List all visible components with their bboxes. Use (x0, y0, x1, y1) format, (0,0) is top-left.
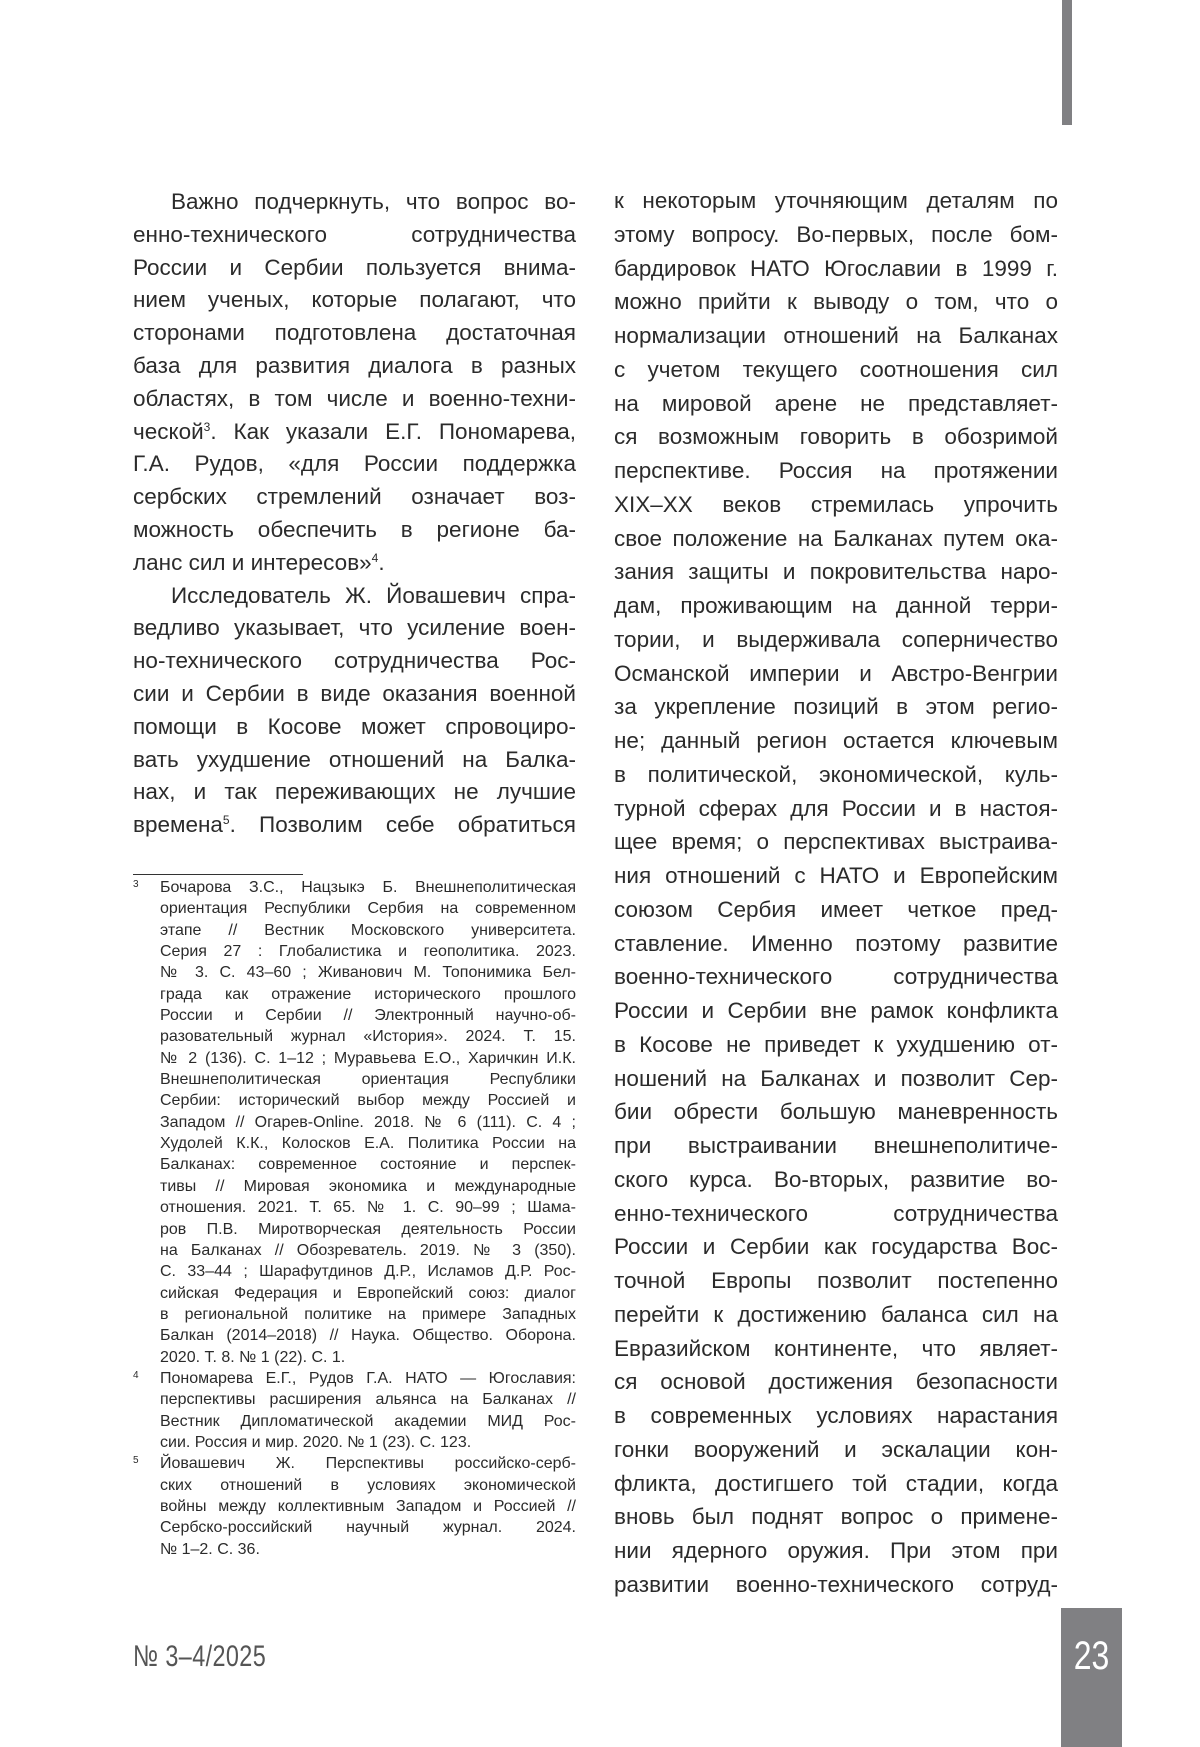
line-text: Евразийском континенте, что являет- (614, 1336, 1058, 1361)
text-line (614, 454, 1058, 488)
line-text: не; данный регион остается ключевым (614, 728, 1058, 753)
text-line (614, 690, 1058, 724)
footnote-line: Серия 27 : Глобалистика и геополитика. 2023. (160, 941, 576, 962)
text-line (614, 893, 1058, 927)
text-line (614, 387, 1058, 421)
footnote-line: отношения. 2021. Т. 65. № 1. С. 90–99 ; Шама- (160, 1197, 576, 1218)
footnote-line: войны между коллективным Западом и Россией // (160, 1496, 576, 1517)
text-line (133, 448, 576, 481)
line-text: база для развития диалога в разных (133, 353, 576, 378)
line-text: можность обеспечить в регионе ба- (133, 517, 576, 542)
text-line (614, 589, 1058, 623)
line-text: фликта, достигшего той стадии, когда (614, 1471, 1058, 1496)
text-line (133, 350, 576, 383)
decorative-top-bar (1062, 0, 1072, 125)
line-text: гонки вооружений и эскалации кон- (614, 1437, 1058, 1462)
footnote-line: Пономарева Е.Г., Рудов Г.А. НАТО — Югославия: (160, 1368, 576, 1389)
line-text: вновь был поднят вопрос о примене- (614, 1504, 1058, 1529)
text-line (133, 383, 576, 416)
text-line (614, 1332, 1058, 1366)
footnote-line: сии. Россия и мир. 2020. № 1 (23). С. 123. (160, 1432, 576, 1453)
text-line (133, 416, 576, 449)
footnote-line: № 1–2. С. 36. (160, 1539, 576, 1560)
text-line (133, 317, 576, 350)
page-number: 23 (1067, 1634, 1116, 1679)
footnote-line: ских отношений в условиях экономической (160, 1475, 576, 1496)
footnotes (133, 877, 576, 1560)
text-line (614, 758, 1058, 792)
text-line (133, 678, 576, 711)
footnote-separator (133, 874, 303, 875)
text-line (614, 927, 1058, 961)
footnote-line: Западом // Огарев-Online. 2018. № 6 (111). С. 4 ; (160, 1112, 576, 1133)
line-text: ношений на Балканах и позволит Сер- (614, 1066, 1058, 1091)
text-line (133, 580, 576, 613)
line-text: этому вопросу. Во-первых, после бом- (614, 222, 1058, 247)
line-text: бардировок НАТО Югославии в 1999 г. (614, 256, 1058, 281)
line-text: ся основой достижения безопасности (614, 1369, 1058, 1394)
text-line (133, 219, 576, 252)
footnote-line: на Балканах // Обозреватель. 2019. № 3 (350). (160, 1240, 576, 1261)
line-text: бии обрести большую маневренность (614, 1099, 1058, 1124)
line-text: . Позволим себе обратиться (230, 812, 576, 837)
footnote-line: этапе // Вестник Московского университета. (160, 920, 576, 941)
line-text: тории, и выдерживала соперничество (614, 627, 1058, 652)
line-text: зания защиты и покровительства наро- (614, 559, 1058, 584)
text-line (614, 623, 1058, 657)
text-line (614, 285, 1058, 319)
right-column-body (614, 184, 1058, 1602)
line-text: . Как указали Е.Г. Пономарева, (210, 419, 576, 444)
line-text: в Косове не приведет к ухудшению от- (614, 1032, 1058, 1057)
text-line (133, 252, 576, 285)
footnote-line: Балканах: современное состояние и перспек- (160, 1154, 576, 1175)
line-text: дам, проживающим на данной терри- (614, 593, 1058, 618)
line-text: развитии военно-технического сотруд- (614, 1572, 1058, 1597)
line-text: Важно подчеркнуть, что вопрос во- (171, 189, 576, 214)
text-line (614, 1500, 1058, 1534)
line-text: турной сферах для России и в настоя- (614, 796, 1058, 821)
text-line (614, 994, 1058, 1028)
issue-number: № 3–4/2025 (133, 1640, 266, 1674)
line-text: ведливо указывает, что усиление воен- (133, 615, 576, 640)
line-text: . (378, 550, 384, 575)
line-text: XIX–XX веков стремилась упрочить (614, 492, 1058, 517)
text-line (614, 1365, 1058, 1399)
text-line (133, 744, 576, 777)
line-text: сии и Сербии в виде оказания военной (133, 681, 576, 706)
text-line (614, 825, 1058, 859)
line-text: времена (133, 812, 223, 837)
footnote-line: тивы // Мировая экономика и международные (160, 1176, 576, 1197)
footnote-number: 3 (133, 879, 139, 890)
line-text: нии ядерного оружия. При этом при (614, 1538, 1058, 1563)
line-text: России и Сербии как государства Вос- (614, 1234, 1058, 1259)
text-line (133, 645, 576, 678)
line-text: нормализации отношений на Балканах (614, 323, 1058, 348)
footnote-number: 4 (133, 1370, 139, 1381)
line-text: с учетом текущего соотношения сил (614, 357, 1058, 382)
footnote-line: 2020. Т. 8. № 1 (22). С. 1. (160, 1347, 576, 1368)
footnote-line: Бочарова З.С., Нацзыкэ Б. Внешнеполитическая (160, 877, 576, 898)
line-text: России и Сербии вне рамок конфликта (614, 998, 1058, 1023)
text-line (133, 514, 576, 547)
line-text: ланс сил и интересов» (133, 550, 372, 575)
footnote-line: № 2 (136). С. 1–12 ; Муравьева Е.О., Харичкин И.К. (160, 1048, 576, 1069)
text-line (614, 319, 1058, 353)
text-line (614, 1433, 1058, 1467)
text-line (133, 284, 576, 317)
text-line (614, 1298, 1058, 1332)
line-text: ческой (133, 419, 204, 444)
line-text: ского курса. Во-вторых, развитие во- (614, 1167, 1058, 1192)
text-line (614, 1568, 1058, 1602)
footnote-4 (133, 1368, 576, 1453)
footnote-line: Сербии: исторический выбор между Россией и (160, 1090, 576, 1111)
footnote-line: Худолей К.К., Колосков Е.А. Политика России на (160, 1133, 576, 1154)
text-line (133, 612, 576, 645)
line-text: но-технического сотрудничества Рос- (133, 648, 576, 673)
footnote-ref[interactable]: 3 (204, 420, 211, 434)
footnote-line: Балкан (2014–2018) // Наука. Общество. Оборона. (160, 1325, 576, 1346)
text-line (614, 488, 1058, 522)
text-line (614, 1467, 1058, 1501)
line-text: енно-технического сотрудничества (133, 222, 576, 247)
text-line (614, 353, 1058, 387)
footnote-line: Йовашевич Ж. Перспективы российско-серб- (160, 1453, 576, 1474)
line-text: за укрепление позиций в этом регио- (614, 694, 1058, 719)
line-text: перейти к достижению баланса сил на (614, 1302, 1058, 1327)
line-text: областях, в том числе и военно-техни- (133, 386, 576, 411)
line-text: военно-технического сотрудничества (614, 964, 1058, 989)
line-text: союзом Сербия имеет четкое пред- (614, 897, 1058, 922)
text-line (614, 1062, 1058, 1096)
line-text: помощи в Косове может спровоциро- (133, 714, 576, 739)
line-text: ся возможным говорить в обозримой (614, 424, 1058, 449)
text-line (133, 776, 576, 809)
text-line (614, 1095, 1058, 1129)
text-line (614, 1163, 1058, 1197)
text-line (614, 1534, 1058, 1568)
text-line (614, 657, 1058, 691)
footnote-3 (133, 877, 576, 1368)
line-text: перспективе. Россия на протяжении (614, 458, 1058, 483)
line-text: ставление. Именно поэтому развитие (614, 931, 1058, 956)
footnote-ref[interactable]: 5 (223, 813, 230, 827)
line-text: можно прийти к выводу о том, что о (614, 289, 1058, 314)
footnote-line: С. 33–44 ; Шарафутдинов Д.Р., Исламов Д.Р. Рос- (160, 1261, 576, 1282)
line-text: нием ученых, которые полагают, что (133, 287, 576, 312)
text-line (614, 859, 1058, 893)
text-line (133, 186, 576, 219)
footnote-ref[interactable]: 4 (372, 551, 379, 565)
text-line (614, 184, 1058, 218)
footnote-number: 5 (133, 1455, 139, 1466)
line-text: свое положение на Балканах путем ока- (614, 526, 1058, 551)
footnote-line: № 3. С. 43–60 ; Живанович М. Топонимика Бел- (160, 962, 576, 983)
left-column-body (133, 186, 576, 842)
text-line (133, 547, 576, 580)
footnote-line: Внешнеполитическая ориентация Республики (160, 1069, 576, 1090)
line-text: на мировой арене не представляет- (614, 391, 1058, 416)
footnote-line: Вестник Дипломатической академии МИД Рос- (160, 1411, 576, 1432)
text-line (614, 252, 1058, 286)
text-line (614, 1399, 1058, 1433)
line-text: енно-технического сотрудничества (614, 1201, 1058, 1226)
line-text: щее время; о перспективах выстраива- (614, 829, 1058, 854)
line-text: при выстраивании внешнеполитиче- (614, 1133, 1058, 1158)
footnote-line: России и Сербии // Электронный научно-об- (160, 1005, 576, 1026)
footnote-line: перспективы расширения альянса на Балканах // (160, 1389, 576, 1410)
footnote-line: в региональной политике на примере Западных (160, 1304, 576, 1325)
line-text: сторонами подготовлена достаточная (133, 320, 576, 345)
text-line (614, 960, 1058, 994)
footnote-line: града как отражение исторического прошлого (160, 984, 576, 1005)
text-line (133, 481, 576, 514)
line-text: Г.А. Рудов, «для России поддержка (133, 451, 576, 476)
line-text: России и Сербии пользуется внима- (133, 255, 576, 280)
text-line (614, 1028, 1058, 1062)
line-text: сербских стремлений означает воз- (133, 484, 576, 509)
text-line (614, 1264, 1058, 1298)
footnote-line: Сербско-российский научный журнал. 2024. (160, 1517, 576, 1538)
line-text: в политической, экономической, куль- (614, 762, 1058, 787)
text-line (614, 522, 1058, 556)
text-line (614, 792, 1058, 826)
line-text: точной Европы позволит постепенно (614, 1268, 1058, 1293)
line-text: Исследователь Ж. Йовашевич спра- (171, 583, 576, 608)
footnote-line: ориентация Республики Сербия на современном (160, 898, 576, 919)
footnote-line: ров П.В. Миротворческая деятельность России (160, 1219, 576, 1240)
text-line (614, 1197, 1058, 1231)
text-line (133, 809, 576, 842)
text-line (614, 1129, 1058, 1163)
line-text: вать ухудшение отношений на Балка- (133, 747, 576, 772)
line-text: к некоторым уточняющим деталям по (614, 188, 1058, 213)
text-line (614, 218, 1058, 252)
footnote-5 (133, 1453, 576, 1560)
footnote-line: сийская Федерация и Европейский союз: диалог (160, 1283, 576, 1304)
text-line (133, 711, 576, 744)
page-number-box (1061, 1608, 1122, 1747)
line-text: в современных условиях нарастания (614, 1403, 1058, 1428)
text-line (614, 724, 1058, 758)
text-line (614, 1230, 1058, 1264)
line-text: Османской империи и Австро-Венгрии (614, 661, 1058, 686)
text-line (614, 555, 1058, 589)
text-line (614, 420, 1058, 454)
line-text: нах, и так переживающих не лучшие (133, 779, 576, 804)
footnote-line: разовательный журнал «История». 2024. Т. 15. (160, 1026, 576, 1047)
line-text: ния отношений с НАТО и Европейским (614, 863, 1058, 888)
